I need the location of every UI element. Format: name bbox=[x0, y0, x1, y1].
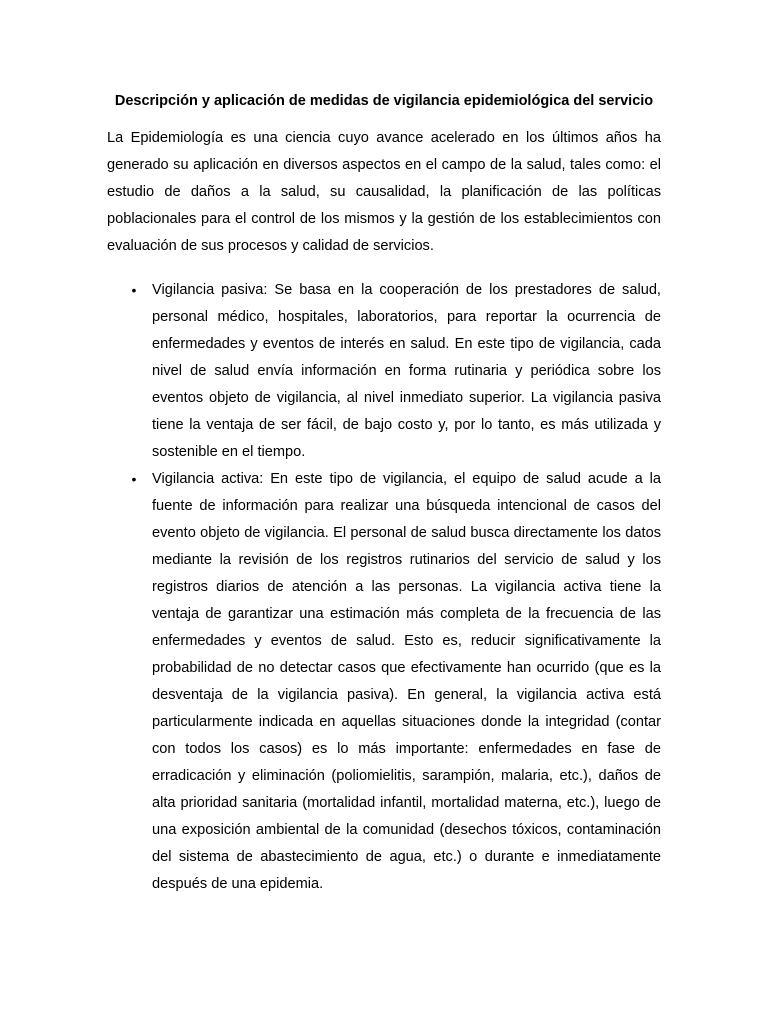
bullet-text: Vigilancia activa: En este tipo de vigilancia, el equipo de salud acude a la fuente de información para realizar una búsqueda intencional de casos del evento objeto de vigilancia. El personal de salud busca directamente los datos mediante la revisión de los registros rutinarios del servicio de salud y los registros diarios de atención a las personas. La vigilancia activa tiene la ventaja de garantizar una estimación más completa de la frecuencia de las enfermedades y eventos de salud. Esto es, reducir significativamente la probabilidad de no detectar casos que efectivamente han ocurrido (que es la desventaja de la vigilancia pasiva). En general, la vigilancia activa está particularmente indicada en aquellas situaciones donde la integridad (contar con todos los casos) es lo más importante: enfermedades en fase de erradicación y eliminación (poliomielitis, sarampión, malaria, etc.), daños de alta prioridad sanitaria (mortalidad infantil, mortalidad materna, etc.), luego de una exposición ambiental de la comunidad (desechos tóxicos, contaminación del sistema de abastecimiento de agua, etc.) o durante e inmediatamente después de una epidemia. bbox=[152, 471, 661, 892]
bullet-dot-icon: • bbox=[131, 471, 137, 487]
bullet-item-vigilancia-pasiva bbox=[107, 277, 661, 466]
document-title: Descripción y aplicación de medidas de vigilancia epidemiológica del servicio bbox=[114, 93, 654, 109]
bullet-list bbox=[107, 277, 661, 898]
bullet-item-vigilancia-activa bbox=[107, 466, 661, 898]
intro-paragraph: La Epidemiología es una ciencia cuyo avance acelerado en los últimos años ha generado su aplicación en diversos aspectos en el campo de la salud, tales como: el estudio de daños a la salud, su causalidad, la planificación de las políticas poblacionales para el control de los mismos y la gestión de los establecimientos con evaluación de sus procesos y calidad de servicios. bbox=[107, 130, 661, 254]
bullet-dot-icon: • bbox=[131, 282, 137, 298]
bullet-text: Vigilancia pasiva: Se basa en la cooperación de los prestadores de salud, personal médico, hospitales, laboratorios, para reportar la ocurrencia de enfermedades y eventos de interés en salud. En este tipo de vigilancia, cada nivel de salud envía información en forma rutinaria y periódica sobre los eventos objeto de vigilancia, al nivel inmediato superior. La vigilancia pasiva tiene la ventaja de ser fácil, de bajo costo y, por lo tanto, es más utilizada y sostenible en el tiempo. bbox=[152, 282, 661, 460]
document-page bbox=[107, 92, 661, 898]
